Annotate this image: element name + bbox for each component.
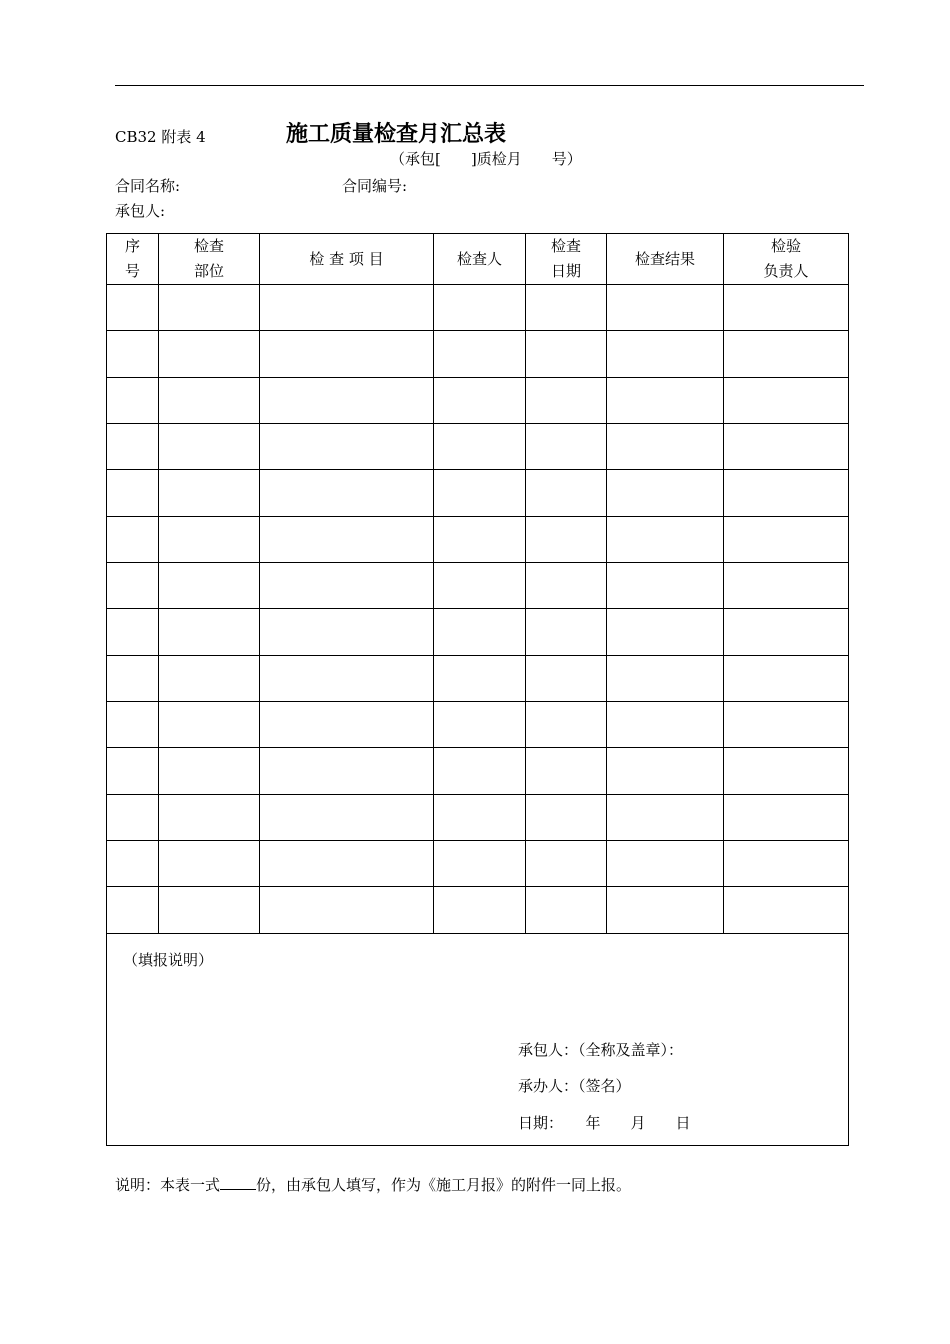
table-row <box>107 331 849 377</box>
col-header-seq: 序 号 <box>107 234 159 285</box>
table-row <box>107 285 849 331</box>
contract-no-label: 合同编号: <box>342 177 408 195</box>
table-cell[interactable] <box>260 470 434 516</box>
inspection-summary-table <box>106 233 849 1146</box>
table-cell[interactable] <box>526 794 607 840</box>
table-cell[interactable] <box>260 563 434 609</box>
col-header-result: 检查结果 <box>607 234 724 285</box>
table-cell[interactable] <box>260 748 434 794</box>
table-cell[interactable] <box>434 794 526 840</box>
col-header-inspector: 检查人 <box>434 234 526 285</box>
table-cell[interactable] <box>724 702 849 748</box>
table-cell[interactable] <box>260 794 434 840</box>
col-header-date: 检查 日期 <box>526 234 607 285</box>
table-cell[interactable] <box>107 331 159 377</box>
table-cell[interactable] <box>724 840 849 886</box>
date-line: 日期： 年 月 日 <box>518 1113 691 1132</box>
table-row <box>107 702 849 748</box>
table-header-row <box>107 234 849 285</box>
table-cell[interactable] <box>159 285 260 331</box>
table-cell[interactable] <box>260 285 434 331</box>
table-cell[interactable] <box>107 655 159 701</box>
table-cell[interactable] <box>526 516 607 562</box>
table-cell[interactable] <box>434 331 526 377</box>
table-cell[interactable] <box>434 655 526 701</box>
table-cell[interactable] <box>260 655 434 701</box>
table-cell[interactable] <box>260 702 434 748</box>
table-cell[interactable] <box>260 377 434 423</box>
table-cell[interactable] <box>607 609 724 655</box>
table-cell[interactable] <box>434 470 526 516</box>
table-cell[interactable] <box>607 285 724 331</box>
table-cell[interactable] <box>526 331 607 377</box>
table-cell[interactable] <box>434 424 526 470</box>
copies-blank[interactable] <box>220 1175 256 1190</box>
table-row <box>107 424 849 470</box>
table-cell[interactable] <box>607 563 724 609</box>
table-cell[interactable] <box>607 840 724 886</box>
table-cell[interactable] <box>159 377 260 423</box>
table-cell[interactable] <box>107 794 159 840</box>
table-cell[interactable] <box>724 516 849 562</box>
table-cell[interactable] <box>159 794 260 840</box>
table-cell[interactable] <box>607 794 724 840</box>
table-row <box>107 563 849 609</box>
col-header-item: 检 查 项 目 <box>260 234 434 285</box>
table-cell[interactable] <box>107 702 159 748</box>
table-cell[interactable] <box>434 609 526 655</box>
table-cell[interactable] <box>724 331 849 377</box>
handler-signature-line: 承办人：（签名） <box>518 1076 631 1095</box>
table-cell[interactable] <box>607 655 724 701</box>
table-cell[interactable] <box>526 748 607 794</box>
table-cell[interactable] <box>724 748 849 794</box>
table-cell[interactable] <box>159 702 260 748</box>
table-cell[interactable] <box>526 285 607 331</box>
table-cell[interactable] <box>159 563 260 609</box>
table-cell[interactable] <box>526 377 607 423</box>
table-cell[interactable] <box>607 887 724 933</box>
table-row <box>107 887 849 933</box>
table-cell[interactable] <box>724 377 849 423</box>
table-cell[interactable] <box>107 285 159 331</box>
table-cell[interactable] <box>724 424 849 470</box>
table-row <box>107 794 849 840</box>
table-cell[interactable] <box>526 470 607 516</box>
contractor-label: 承包人: <box>115 202 166 220</box>
fill-instructions-title: （填报说明） <box>123 950 214 969</box>
fill-instructions-cell[interactable] <box>107 933 849 1145</box>
table-row <box>107 377 849 423</box>
table-cell[interactable] <box>260 516 434 562</box>
table-cell[interactable] <box>607 470 724 516</box>
table-cell[interactable] <box>159 748 260 794</box>
footnote-prefix: 说明：本表一式 <box>115 1176 221 1194</box>
table-cell[interactable] <box>434 516 526 562</box>
table-cell[interactable] <box>724 285 849 331</box>
table-cell[interactable] <box>159 840 260 886</box>
table-footer-row <box>107 933 849 1145</box>
table-cell[interactable] <box>724 887 849 933</box>
table-cell[interactable] <box>526 424 607 470</box>
footnote <box>115 1174 631 1195</box>
table-cell[interactable] <box>159 331 260 377</box>
table-row <box>107 470 849 516</box>
table-row <box>107 840 849 886</box>
table-cell[interactable] <box>724 655 849 701</box>
col-header-location: 检查 部位 <box>159 234 260 285</box>
table-cell[interactable] <box>434 702 526 748</box>
table-cell[interactable] <box>159 609 260 655</box>
table-cell[interactable] <box>260 887 434 933</box>
page-subtitle: （承包[ ]质检月 号） <box>390 150 582 168</box>
footnote-suffix: 份，由承包人填写，作为《施工月报》的附件一同上报。 <box>256 1176 632 1194</box>
table-cell[interactable] <box>159 655 260 701</box>
table-row <box>107 655 849 701</box>
table-cell[interactable] <box>434 887 526 933</box>
table-cell[interactable] <box>159 424 260 470</box>
table-cell[interactable] <box>526 887 607 933</box>
table-cell[interactable] <box>607 424 724 470</box>
table-cell[interactable] <box>724 794 849 840</box>
table-cell[interactable] <box>607 516 724 562</box>
table-cell[interactable] <box>260 331 434 377</box>
table-cell[interactable] <box>107 887 159 933</box>
table-cell[interactable] <box>434 285 526 331</box>
table-cell[interactable] <box>260 609 434 655</box>
table-cell[interactable] <box>526 563 607 609</box>
table-cell[interactable] <box>724 563 849 609</box>
table-cell[interactable] <box>607 377 724 423</box>
top-rule <box>115 85 864 86</box>
page-title: 施工质量检查月汇总表 <box>286 122 507 147</box>
table-row <box>107 609 849 655</box>
table-cell[interactable] <box>526 655 607 701</box>
table-cell[interactable] <box>159 516 260 562</box>
table-cell[interactable] <box>107 563 159 609</box>
table-cell[interactable] <box>260 424 434 470</box>
contractor-signature-line: 承包人：（全称及盖章）： <box>518 1040 684 1059</box>
table-cell[interactable] <box>434 377 526 423</box>
table-cell[interactable] <box>107 377 159 423</box>
contract-name-label: 合同名称: <box>115 177 181 195</box>
table-cell[interactable] <box>159 470 260 516</box>
table-row <box>107 748 849 794</box>
table-cell[interactable] <box>107 516 159 562</box>
table-cell[interactable] <box>434 840 526 886</box>
table-cell[interactable] <box>434 748 526 794</box>
table-cell[interactable] <box>607 702 724 748</box>
table-cell[interactable] <box>107 748 159 794</box>
table-cell[interactable] <box>107 609 159 655</box>
table-cell[interactable] <box>526 702 607 748</box>
table-cell[interactable] <box>107 470 159 516</box>
table-cell[interactable] <box>434 563 526 609</box>
table-cell[interactable] <box>260 840 434 886</box>
table-cell[interactable] <box>607 748 724 794</box>
table-cell[interactable] <box>107 424 159 470</box>
table-cell[interactable] <box>107 840 159 886</box>
table-cell[interactable] <box>526 840 607 886</box>
table-cell[interactable] <box>724 470 849 516</box>
table-cell[interactable] <box>526 609 607 655</box>
table-row <box>107 516 849 562</box>
table-cell[interactable] <box>724 609 849 655</box>
form-code: CB32 附表 4 <box>115 128 206 146</box>
table-cell[interactable] <box>607 331 724 377</box>
table-cell[interactable] <box>159 887 260 933</box>
col-header-responsible: 检验 负责人 <box>724 234 849 285</box>
